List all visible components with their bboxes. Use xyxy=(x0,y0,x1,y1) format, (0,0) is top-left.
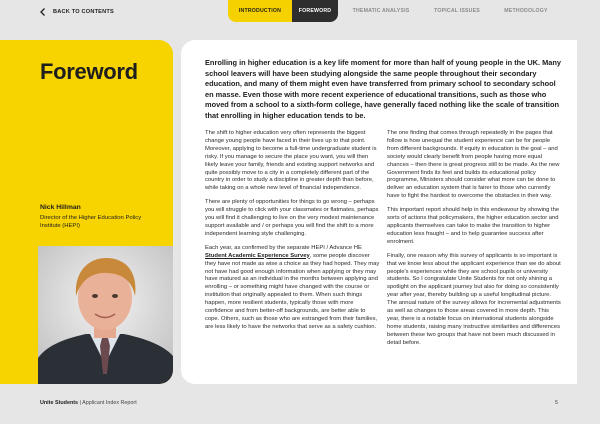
body-paragraph: Finally, one reason why this survey of applicants is so important is that we know less about the applicant experience than we do about people's experiences while they are school pupils or university students. So I congratulate Unite Students for not only shining a spotlight on the applicant journey but also for doing so consistently year after year, thereby building up a useful longitudinal picture. The annual nature of the survey allows for incremental adjustments as well as changes to those areas covered in more depth. This year, there is a notable focus on international students alongside home students, raising many instructive similarities and differences between these two groups that have not been much discussed in detail before. xyxy=(387,252,561,346)
lead-paragraph: Enrolling in higher education is a key life moment for more than half of young people in the UK. Many school leavers will have been studying alongside the same people throughout their secondary education, and many of them might even have transferred from primary school to secondary school en masse. Even those with more recent experience of educational transitions, such as those who moved from a school to a sixth-form college, have generally faced nothing like the scale of transition that enrolling in higher education tends to be. xyxy=(205,58,562,120)
footer-separator: | xyxy=(79,400,81,406)
body-paragraph xyxy=(205,245,380,332)
body-paragraph: The one finding that comes through repeatedly in the pages that follow is how unequal the student experience can be for people from different backgrounds. If equity in education is the goal – and society would clearly benefit from people having more equal chances – then there is great progress still to be made. As the new Government finds its feet and builds its educational policy programme, Ministers should consider what more can be done to deliver an education system that is fairer to those who currently have to fight the hardest to overcome the obstacles in their way. xyxy=(387,130,560,200)
tab-introduction[interactable]: INTRODUCTION xyxy=(228,0,292,22)
text-column-right xyxy=(387,130,562,354)
body-text: , some people discover they have not made as wise a choice as they had hoped. They may not have had good enough information when applying or they may have matured as an individual in the months between applying and enrolling – or something might have changed with the course or institution that originally appealed to them. When such things happen, more resilient students, typically those with more confidence and from better-off backgrounds, are better able to cope. Others, such as those who are estranged from their families, are less likely to have the networks that serve as a safety cushion. xyxy=(205,252,380,330)
page-number: 5 xyxy=(555,400,558,406)
section-tabs xyxy=(228,0,562,24)
footer xyxy=(40,400,137,406)
body-text: Each year, as confirmed by the separate HEPI / Advance HE xyxy=(205,244,362,251)
author-name: Nick Hillman xyxy=(40,204,81,211)
body-paragraph: The shift to higher education very often represents the biggest change young people have faced in their lives up to that point. Moreover, applying to become a full-time undergraduate student is risky. If you manage to secure the place you want, you will then likely leave your family, friends and existing support networks and quite possibly move to a city in a completely different part of the country in order to study a discipline in greater depth than before, while taking on a whole new level of financial independence. xyxy=(205,130,377,192)
text-column-left xyxy=(205,130,380,338)
survey-link[interactable]: Student Academic Experience Survey xyxy=(205,252,310,259)
author-role: Director of the Higher Education Policy Institute (HEPI) xyxy=(40,215,142,229)
tab-methodology[interactable]: METHODOLOGY xyxy=(504,8,548,14)
back-to-contents-label: BACK TO CONTENTS xyxy=(53,9,114,15)
body-paragraph: This important report should help in this endeavour by showing the sorts of actions that policymakers, the higher education sector and applicants themselves can take to make the transition to higher education less fraught – and to help guarantee success after enrolment. xyxy=(387,207,560,245)
tab-thematic-analysis[interactable]: THEMATIC ANALYSIS xyxy=(352,8,410,14)
back-to-contents-link[interactable] xyxy=(38,7,114,17)
tab-topical-issues[interactable]: TOPICAL ISSUES xyxy=(434,8,480,14)
body-paragraph: There are plenty of opportunities for things to go wrong – perhaps you will struggle to click with your classmates or flatmates, perhaps you will find it challenging to live on the very modest maintenance support available and / or perhaps you will find the shift to a more independent learning style challenging. xyxy=(205,199,379,237)
footer-document-title: Applicant Index Report xyxy=(82,400,137,406)
top-navigation xyxy=(0,0,600,24)
chevron-left-icon xyxy=(38,7,48,17)
footer-brand: Unite Students xyxy=(40,400,79,406)
author-portrait xyxy=(38,246,173,384)
tab-foreword[interactable]: FOREWORD xyxy=(292,0,338,22)
foreword-content-card xyxy=(181,40,577,384)
page-title: Foreword xyxy=(40,59,138,84)
foreword-side-panel xyxy=(0,40,173,384)
